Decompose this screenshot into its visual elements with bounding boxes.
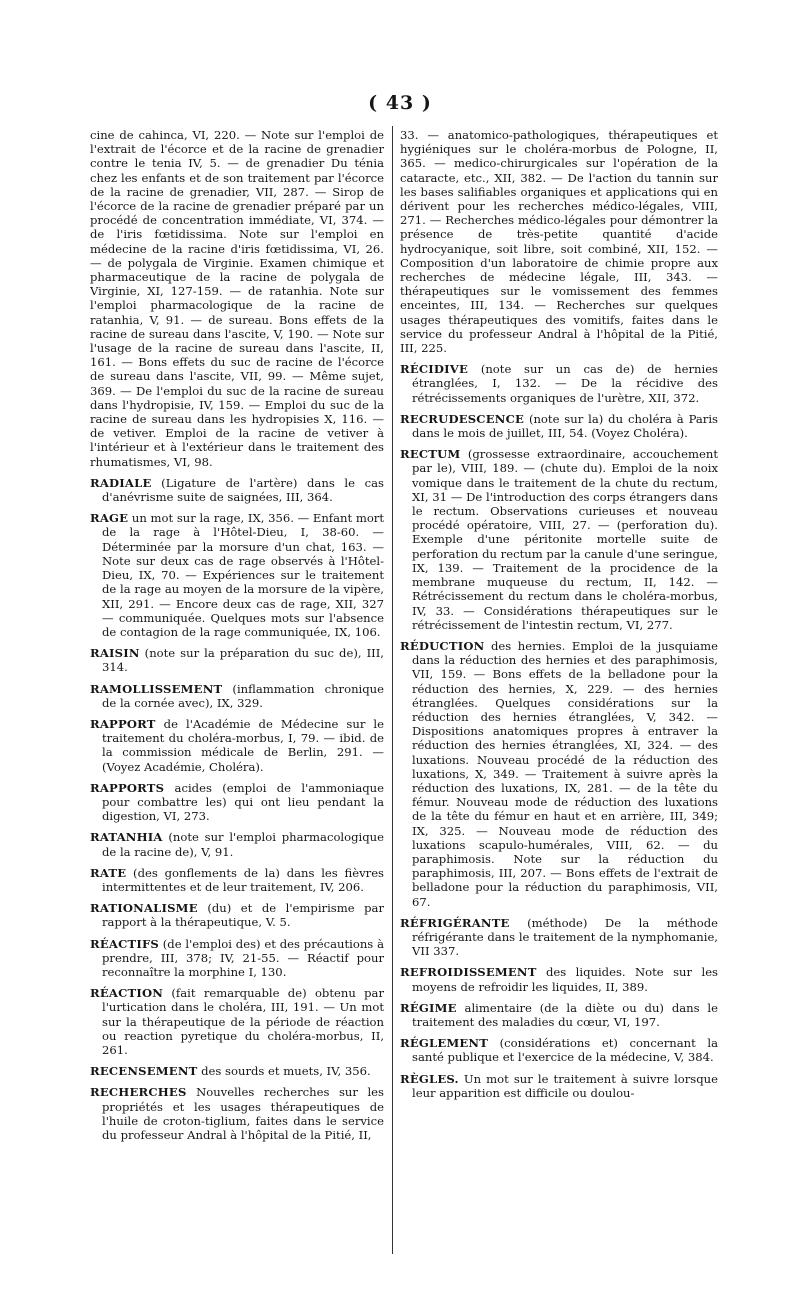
entry-headword: RÉACTION (90, 986, 164, 1001)
entry-text: (méthode) De la méthode réfrigérante dans le traitement de la nymphomanie, VII 337. (412, 915, 718, 959)
index-entry (90, 1085, 384, 1142)
index-entry (400, 1001, 718, 1029)
entry-text: (inflammation chronique de la cornée avec), IX, 329. (102, 681, 384, 710)
index-entry (90, 937, 384, 980)
entry-text: Nouvelles recherches sur les propriétés et les usages thérapeutiques de l'huile de croton-tiglium, faites dans le service du professeur Andral à l'hôpital de la Pitié, II, (102, 1085, 384, 1142)
index-entry (90, 1064, 384, 1078)
entry-headword: RATIONALISME (90, 901, 198, 916)
index-entry (400, 412, 718, 440)
index-entry (90, 511, 384, 639)
entry-headword: RAMOLLISSEMENT (90, 681, 223, 696)
entry-headword: RÉGLEMENT (400, 1036, 489, 1051)
index-entry (90, 901, 384, 929)
entry-text: un mot sur la rage, IX, 356. — Enfant mort de la rage à l'Hôtel-Dieu, I, 38-60. — Déterminée par la morsure d'un chat, 163. — Note sur deux cas de rage observés à l'Hôtel-Dieu, IX, 70. — Expériences sur le traitement de la rage au moyen de la morsure de la vipère, XII, 291. — Encore deux cas de rage, XII, 327 — communiquée. Quelques mots sur l'absence de contagion de la rage communiquée, IX, 106. (102, 511, 384, 639)
index-entry (90, 646, 384, 674)
entry-headword: RAISIN (90, 646, 140, 661)
index-entry (90, 128, 384, 469)
index-entry (400, 1036, 718, 1064)
entry-text: cine de cahinca, VI, 220. — Note sur l'emploi de l'extrait de l'écorce et de la racine de grenadier contre le tenia IV, 5. — de grenadier Du ténia chez les enfants et de son traitement par l'écorce de la racine de grenadier, VII, 287. — Sirop de l'écorce de la racine de grenadier préparé par un procédé de concentration immédiate, VI, 374. — de l'iris fœtidissima. Note sur l'emploi en médecine de la racine d'iris fœtidissima, VI, 26. — de polygala de Virginie. Examen chimique et pharmaceutique de la racine de polygala de Virginie, XI, 127-159. — de ratanhia. Note sur l'emploi pharmacologique de la racine de ratanhia, V, 91. — de sureau. Bons effets de la racine de sureau dans l'ascite, V, 190. — Note sur l'usage de la racine de sureau dans l'ascite, II, 161. — Bons effets du suc de racine de l'écorce de sureau dans l'ascite, VII, 99. — Même sujet, 369. — De l'emploi du suc de la racine de sureau dans l'hydropisie, IV, 159. — Emploi du suc de la racine de sureau dans les hydropisies X, 116. — de vetiver. Emploi de la racine de vetiver à l'intérieur et à l'extérieur dans le traitement des rhumatismes, VI, 98. (90, 128, 384, 469)
entry-headword: RÉDUCTION (400, 638, 485, 653)
entry-text: de l'Académie de Médecine sur le traitement du choléra-morbus, I, 79. — ibid. de la commission médicale de Berlin, 291. — (Voyez Académie, Choléra). (102, 716, 384, 774)
index-entry (90, 866, 384, 894)
left-column (90, 128, 384, 1277)
entry-headword: RAPPORTS (90, 780, 165, 795)
entry-text: (Ligature de l'artère) dans le cas d'anévrisme suite de saignées, III, 364. (102, 475, 384, 505)
right-column (400, 128, 718, 1277)
entry-text: des liquides. Note sur les moyens de refroidir les liquides, II, 389. (412, 965, 718, 994)
index-entry (90, 986, 384, 1057)
entry-text: 33. — anatomico-pathologiques, thérapeutiques et hygiéniques sur le choléra-morbus de Pologne, II, 365. — medico-chirurgicales sur l'opération de la cataracte, etc., XII, 382. — De l'action du tannin sur les bases salifiables organiques et applications qui en dérivent pour les recherches médico-légales, VIII, 271. — Recherches médico-légales pour démontrer la présence de très-petite quantité d'acide hydrocyanique, soit libre, soit combiné, XII, 152. — Composition d'un laboratoire de chimie propre aux recherches de médecine légale, III, 343. — thérapeutiques sur le vomissement des femmes enceintes, III, 134. — Recherches sur quelques usages thérapeutiques des vomitifs, faites dans le service du professeur Andral à l'hôpital de la Pitié, III, 225. (400, 128, 718, 356)
entry-text: des sourds et muets, IV, 356. (201, 1064, 371, 1079)
entry-headword: RECENSEMENT (90, 1064, 198, 1079)
entry-headword: RÉFRIGÉRANTE (400, 915, 510, 930)
entry-headword: REFROIDISSEMENT (400, 965, 537, 980)
entry-text: (fait remarquable de) obtenu par l'urtication dans le choléra, III, 191. — Un mot sur la thérapeutique de la période de réaction ou reaction pyretique du choléra-morbus, II, 261. (102, 986, 384, 1057)
index-entry (400, 639, 718, 909)
entry-headword: RATE (90, 865, 127, 880)
index-entry (400, 362, 718, 405)
index-entry (400, 965, 718, 993)
entry-headword: RECTUM (400, 447, 461, 462)
index-entry (90, 781, 384, 824)
entry-headword: RADIALE (90, 475, 152, 490)
entry-text: (de l'emploi des) et des précautions à prendre, III, 378; IV, 21-55. — Réactif pour reconnaître la morphine I, 130. (102, 936, 384, 979)
entry-headword: RECRUDESCENCE (400, 411, 525, 426)
entry-text: des hernies. Emploi de la jusquiame dans la réduction des hernies et des paraphimosis, VII, 159. — Bons effets de la belladone pour la réduction des hernies, X, 229. — des hernies étranglées. Quelques considérations sur la réduction des hernies étranglées, V, 342. — Dispositions anatomiques propres à entraver la réduction des hernies étranglées, XI, 324. — des luxations. Nouveau procédé de la réduction des luxations, X, 349. — Traitement à suivre après la réduction des luxations, IX, 281. — de la tête du fémur. Nouveau mode de réduction des luxations de la tête du fémur en haut et en arrière, III, 349; IX, 325. — Nouveau mode de réduction des luxations scapulo-humérales, VIII, 62. — du paraphimosis. Note sur la réduction du paraphimosis, III, 207. — Bons effets de l'extrait de belladone pour la réduction du paraphimosis, VII, 67. (412, 638, 718, 909)
entry-text: acides (emploi de l'ammoniaque pour combattre les) qui ont lieu pendant la digestion, VI, 273. (102, 780, 384, 824)
entry-text: (note sur l'emploi pharmacologique de la racine de), V, 91. (102, 830, 384, 859)
entry-text: alimentaire (de la diète ou du) dans le traitement des maladies du cœur, VI, 197. (412, 1000, 718, 1029)
index-entry (400, 128, 718, 355)
entry-text: (grossesse extraordinaire, accouchement par le), VIII, 189. — (chute du). Emploi de la noix vomique dans le traitement de la chute du rectum, XI, 31 — De l'introduction des corps étrangers dans le rectum. Observations curieuses et nouveau procédé opératoire, VIII, 27. — (perforation du). Exemple d'une péritonite mortelle suite de perforation du rectum par la canule d'une seringue, IX, 139. — Traitement de la procidence de la membrane muqueuse du rectum, II, 142. — Rétrécissement du rectum dans le choléra-morbus, IV, 33. — Considérations thérapeutiques sur le rétrécissement de l'intestin rectum, VI, 277. (412, 447, 718, 632)
entry-text: (note sur la préparation du suc de), III, 314. (102, 646, 384, 675)
entry-headword: RÉGIME (400, 1000, 457, 1015)
entry-text: (des gonflements de la) dans les fièvres intermittentes et de leur traitement, IV, 206. (102, 865, 384, 894)
entry-text: (note sur un cas de) de hernies étranglées, I, 132. — De la récidive des rétrécissements organiques de l'urètre, XII, 372. (412, 362, 718, 405)
index-entry (400, 447, 718, 632)
entry-text: (du) et de l'empirisme par rapport à la thérapeutique, V. 5. (102, 901, 384, 930)
entry-text: (considérations et) concernant la santé publique et l'exercice de la médecine, V, 384. (412, 1036, 718, 1065)
index-entry (400, 1072, 718, 1100)
entry-headword: RAPPORT (90, 716, 156, 731)
entry-text: Un mot sur le traitement à suivre lorsque leur apparition est difficile ou doulou- (412, 1071, 718, 1100)
page-number: ( 43 ) (368, 92, 432, 114)
index-entry (400, 916, 718, 959)
index-entry (90, 682, 384, 710)
index-entry (90, 830, 384, 858)
entry-headword: RAGE (90, 511, 129, 526)
entry-headword: RATANHIA (90, 830, 163, 845)
entry-text: (note sur la) du choléra à Paris dans le mois de juillet, III, 54. (Voyez Choléra). (412, 411, 718, 441)
column-divider (392, 126, 393, 1254)
index-entry (90, 476, 384, 504)
entry-headword: RÉCIDIVE (400, 362, 469, 377)
index-entry (90, 717, 384, 774)
entry-headword: RÈGLES. (400, 1071, 459, 1086)
entry-headword: RÉACTIFS (90, 936, 159, 951)
entry-headword: RECHERCHES (90, 1085, 187, 1100)
